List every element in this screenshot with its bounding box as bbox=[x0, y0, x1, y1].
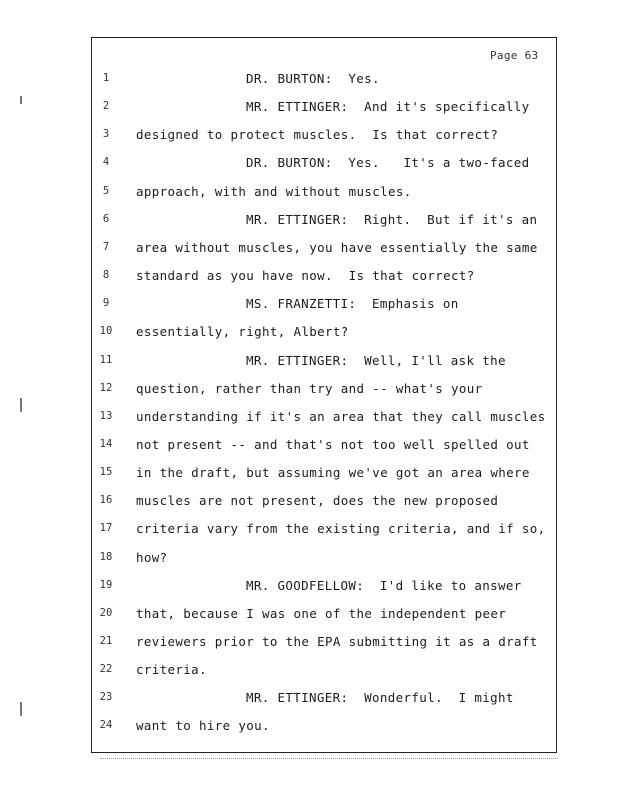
line-number: 21 bbox=[99, 635, 113, 647]
transcript-line bbox=[0, 690, 618, 710]
line-text: MR. ETTINGER: Right. But if it's an bbox=[246, 211, 538, 227]
line-number: 12 bbox=[99, 381, 113, 394]
transcript-line bbox=[0, 550, 618, 570]
line-text: DR. BURTON: Yes. It's a two-faced bbox=[246, 155, 530, 171]
transcript-line bbox=[0, 662, 618, 682]
line-number: 3 bbox=[102, 128, 110, 141]
line-number: 11 bbox=[99, 353, 113, 366]
line-text: designed to protect muscles. Is that correct? bbox=[136, 127, 499, 143]
line-number: 8 bbox=[102, 269, 110, 282]
transcript-line bbox=[0, 606, 618, 626]
line-number: 9 bbox=[102, 297, 110, 310]
footer-dotted-rule bbox=[100, 758, 558, 759]
transcript-line bbox=[0, 127, 618, 147]
transcript-line bbox=[0, 634, 618, 654]
transcript-line bbox=[0, 240, 618, 260]
transcript-line bbox=[0, 493, 618, 513]
transcript-line bbox=[0, 155, 618, 175]
line-number: 5 bbox=[102, 184, 110, 197]
transcript-line bbox=[0, 381, 618, 401]
left-margin-mark bbox=[20, 702, 22, 716]
line-text: area without muscles, you have essentially the same bbox=[136, 239, 538, 255]
line-text: understanding if it's an area that they call muscles bbox=[136, 408, 546, 424]
line-number: 23 bbox=[99, 691, 113, 704]
line-text: muscles are not present, does the new proposed bbox=[136, 493, 499, 509]
transcript-line bbox=[0, 71, 618, 91]
line-number: 1 bbox=[102, 72, 110, 84]
line-number: 22 bbox=[99, 663, 113, 676]
line-number: 17 bbox=[99, 522, 113, 535]
line-number: 13 bbox=[99, 409, 113, 422]
transcript-line bbox=[0, 578, 618, 598]
transcript-line bbox=[0, 268, 618, 288]
line-number: 18 bbox=[99, 550, 113, 563]
page-number-label: Page 63 bbox=[490, 49, 539, 62]
line-text: DR. BURTON: Yes. bbox=[246, 71, 380, 86]
transcript-line bbox=[0, 437, 618, 457]
line-text: MR. ETTINGER: And it's specifically bbox=[246, 99, 530, 115]
line-text: question, rather than try and -- what's your bbox=[136, 380, 483, 396]
line-text: essentially, right, Albert? bbox=[136, 324, 349, 340]
line-number: 10 bbox=[99, 325, 113, 338]
line-number: 7 bbox=[102, 240, 110, 253]
line-text: that, because I was one of the independent peer bbox=[136, 605, 507, 621]
line-number: 20 bbox=[99, 606, 113, 619]
line-number: 6 bbox=[102, 212, 110, 225]
line-number: 16 bbox=[99, 494, 113, 507]
line-number: 24 bbox=[99, 719, 113, 732]
line-text: not present -- and that's not too well spelled out bbox=[136, 436, 530, 452]
line-text: how? bbox=[136, 549, 168, 565]
line-text: MR. GOODFELLOW: I'd like to answer bbox=[246, 577, 522, 593]
line-text: in the draft, but assuming we've got an area where bbox=[136, 465, 530, 481]
transcript-line bbox=[0, 718, 618, 738]
line-text: criteria. bbox=[136, 662, 207, 678]
line-text: want to hire you. bbox=[136, 718, 270, 734]
line-number: 19 bbox=[99, 578, 113, 591]
transcript-line bbox=[0, 324, 618, 344]
line-text: approach, with and without muscles. bbox=[136, 183, 412, 199]
line-number: 14 bbox=[99, 437, 113, 450]
line-number: 2 bbox=[102, 100, 110, 113]
left-margin-mark bbox=[20, 96, 22, 104]
transcript-line bbox=[0, 99, 618, 119]
transcript-line bbox=[0, 353, 618, 373]
line-text: MS. FRANZETTI: Emphasis on bbox=[246, 296, 459, 312]
transcript-line bbox=[0, 184, 618, 204]
left-margin-mark bbox=[20, 398, 22, 412]
transcript-line bbox=[0, 521, 618, 541]
line-number: 15 bbox=[99, 466, 113, 479]
line-text: criteria vary from the existing criteria, and if so, bbox=[136, 521, 546, 537]
line-text: standard as you have now. Is that correct? bbox=[136, 268, 475, 284]
line-number: 4 bbox=[102, 156, 110, 169]
transcript-line bbox=[0, 212, 618, 232]
transcript-line bbox=[0, 296, 618, 316]
line-text: MR. ETTINGER: Wonderful. I might bbox=[246, 690, 514, 706]
line-text: MR. ETTINGER: Well, I'll ask the bbox=[246, 352, 506, 368]
transcript-line bbox=[0, 409, 618, 429]
line-text: reviewers prior to the EPA submitting it as a draft bbox=[136, 634, 538, 649]
transcript-line bbox=[0, 465, 618, 485]
